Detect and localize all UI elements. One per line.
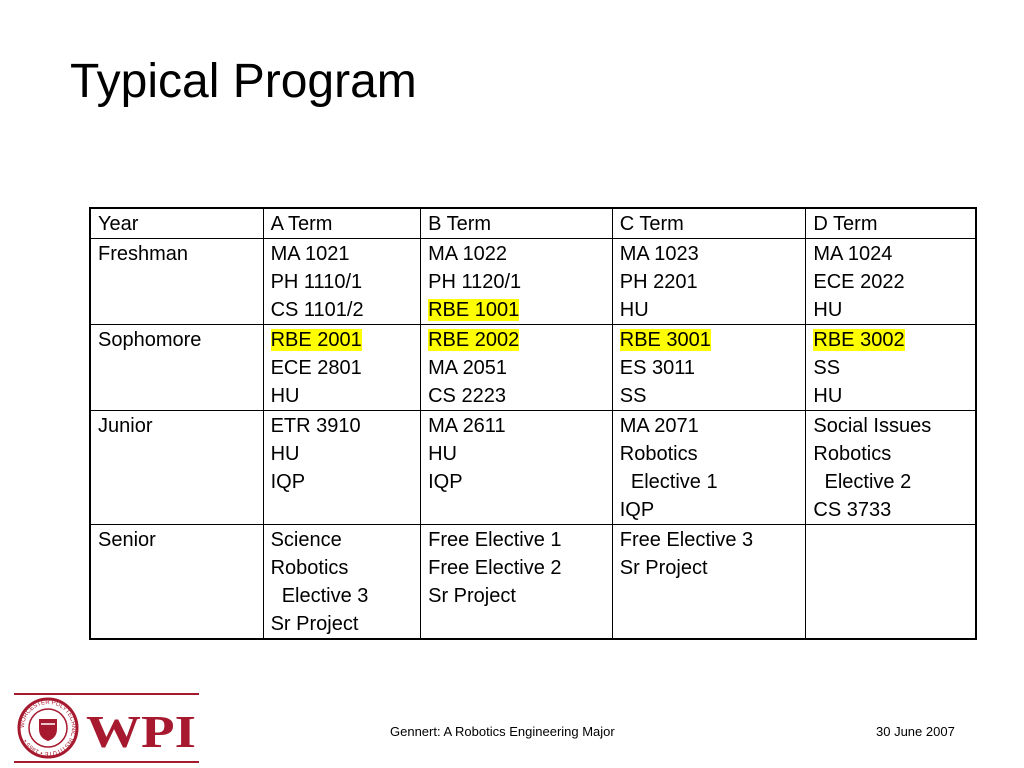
course: Elective 3 <box>270 585 369 607</box>
term-cell <box>612 325 806 411</box>
course-line <box>620 354 800 382</box>
course-line <box>428 296 606 324</box>
course-line <box>813 326 969 354</box>
course: HU <box>813 385 843 407</box>
course: HU <box>428 443 457 465</box>
course-line <box>271 268 415 296</box>
course: MA 2611 <box>428 415 506 437</box>
course-line <box>271 326 415 354</box>
highlighted-course: RBE 3001 <box>619 329 711 351</box>
course-line <box>271 382 415 410</box>
course-line <box>428 526 606 554</box>
course: Free Elective 2 <box>428 557 562 579</box>
course: ETR 3910 <box>270 415 361 437</box>
course-line <box>271 440 415 468</box>
table-row <box>90 325 976 411</box>
course-line <box>620 468 800 496</box>
course-line <box>620 326 800 354</box>
course-line <box>620 440 800 468</box>
course-line <box>428 354 606 382</box>
header-b-term: B Term <box>421 208 613 239</box>
course-line <box>620 268 800 296</box>
course: CS 2223 <box>428 385 506 407</box>
course: HU <box>813 299 843 321</box>
course: HU <box>270 443 300 465</box>
course: PH 2201 <box>619 271 698 293</box>
course: Sr Project <box>619 557 708 579</box>
course: Elective 1 <box>619 471 718 493</box>
course-line <box>271 354 415 382</box>
course: Sr Project <box>270 613 359 635</box>
course-line <box>813 382 969 410</box>
term-cell <box>263 325 421 411</box>
course-line <box>813 496 969 524</box>
course-line <box>813 412 969 440</box>
course: MA 1024 <box>813 243 893 265</box>
course: SS <box>813 357 841 379</box>
course-line <box>620 526 800 554</box>
course-line <box>271 240 415 268</box>
logo-wordmark: WPI <box>86 706 196 757</box>
course-line <box>428 268 606 296</box>
course-line <box>620 412 800 440</box>
term-cell <box>612 525 806 640</box>
course-line <box>428 382 606 410</box>
course: ES 3011 <box>619 357 695 379</box>
term-cell <box>421 325 613 411</box>
header-a-term: A Term <box>263 208 421 239</box>
footer-text: Gennert: A Robotics Engineering Major <box>390 724 615 739</box>
course: ECE 2022 <box>813 271 905 293</box>
course: ECE 2801 <box>270 357 362 379</box>
term-cell <box>612 239 806 325</box>
term-cell <box>806 525 976 640</box>
wpi-logo <box>14 693 199 763</box>
course-line <box>620 554 800 582</box>
footer-date: 30 June 2007 <box>876 724 955 739</box>
course-line <box>428 240 606 268</box>
course-line <box>271 554 415 582</box>
course: Robotics <box>270 557 349 579</box>
course-line <box>813 268 969 296</box>
course-line <box>428 412 606 440</box>
course: PH 1120/1 <box>428 271 522 293</box>
course-line <box>271 526 415 554</box>
table-row <box>90 525 976 640</box>
course-line <box>813 440 969 468</box>
table-row <box>90 411 976 525</box>
table-header-row <box>90 208 976 239</box>
highlighted-course: RBE 2001 <box>270 329 362 351</box>
table-body <box>90 239 976 640</box>
seal-text: WORCESTER POLYTECHNIC INSTITUTE • 1865 • <box>19 699 77 757</box>
term-cell <box>263 411 421 525</box>
course-line <box>428 554 606 582</box>
term-cell <box>612 411 806 525</box>
course: IQP <box>270 471 306 493</box>
highlighted-course: RBE 2002 <box>428 329 520 351</box>
course: CS 3733 <box>813 499 892 521</box>
term-cell <box>806 411 976 525</box>
header-year: Year <box>90 208 263 239</box>
course-line <box>428 582 606 610</box>
course-line <box>271 468 415 496</box>
course: Robotics <box>813 443 892 465</box>
course-line <box>428 440 606 468</box>
course: Robotics <box>619 443 698 465</box>
course: HU <box>619 299 649 321</box>
course: Sr Project <box>428 585 516 607</box>
course-line <box>271 412 415 440</box>
course: MA 1021 <box>270 243 350 265</box>
course: HU <box>270 385 300 407</box>
year-cell: Senior <box>90 525 263 640</box>
highlighted-course: RBE 1001 <box>428 299 520 321</box>
highlighted-course: RBE 3002 <box>813 329 905 351</box>
term-cell <box>421 411 613 525</box>
year-cell: Sophomore <box>90 325 263 411</box>
course: IQP <box>619 499 655 521</box>
course-line <box>428 326 606 354</box>
term-cell <box>421 239 613 325</box>
term-cell <box>263 525 421 640</box>
course: Science <box>270 529 342 551</box>
course: PH 1110/1 <box>270 271 363 293</box>
course-line <box>813 296 969 324</box>
year-cell: Junior <box>90 411 263 525</box>
program-table <box>89 207 977 640</box>
term-cell <box>806 325 976 411</box>
course-line <box>271 296 415 324</box>
course-line <box>813 240 969 268</box>
course: MA 1022 <box>428 243 508 265</box>
course: MA 1023 <box>619 243 699 265</box>
course-line <box>428 468 606 496</box>
term-cell <box>263 239 421 325</box>
year-cell: Freshman <box>90 239 263 325</box>
table-row <box>90 239 976 325</box>
course: CS 1101/2 <box>270 299 364 321</box>
course-line <box>620 382 800 410</box>
course: Social Issues <box>813 415 932 437</box>
term-cell <box>421 525 613 640</box>
course-line <box>620 240 800 268</box>
term-cell <box>806 239 976 325</box>
course-line <box>813 354 969 382</box>
header-c-term: C Term <box>612 208 806 239</box>
course-line <box>271 610 415 638</box>
course-line <box>620 496 800 524</box>
course: MA 2071 <box>619 415 699 437</box>
course: IQP <box>428 471 463 493</box>
course: Free Elective 1 <box>428 529 562 551</box>
course-line <box>271 582 415 610</box>
header-d-term: D Term <box>806 208 976 239</box>
course: Elective 2 <box>813 471 912 493</box>
course: SS <box>619 385 647 407</box>
course: MA 2051 <box>428 357 508 379</box>
course-line <box>813 468 969 496</box>
course: Free Elective 3 <box>619 529 754 551</box>
course-line <box>620 296 800 324</box>
slide-title: Typical Program <box>70 55 417 108</box>
